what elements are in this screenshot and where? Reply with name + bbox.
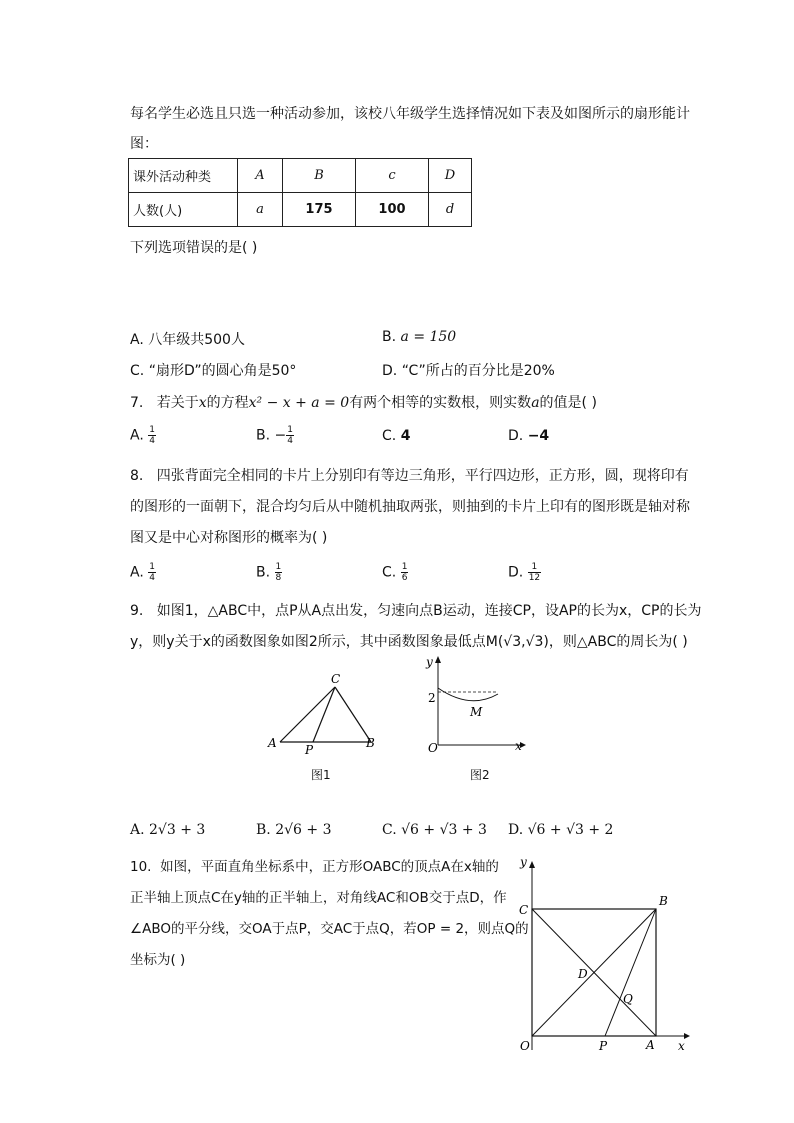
label-d: D: [578, 967, 588, 981]
function-curve: [438, 688, 498, 701]
label-b: B: [659, 894, 668, 908]
q7-option-c[interactable]: C. 4: [382, 428, 411, 444]
fig1-caption: 图1: [311, 768, 331, 782]
label-a: A: [268, 736, 277, 750]
q9-option-b[interactable]: B. 2√6 + 3: [256, 822, 332, 838]
table-cell: c: [356, 159, 429, 193]
label-o: O: [428, 741, 438, 755]
q6-option-a[interactable]: A. 八年级共500人: [130, 332, 245, 348]
label-o: O: [520, 1039, 530, 1053]
label-x: x: [515, 739, 522, 753]
segment-ac: [280, 687, 335, 742]
label-c: C: [519, 903, 529, 917]
table-cell: 100: [356, 193, 429, 227]
table-header-row: [129, 159, 472, 193]
label-y: y: [520, 855, 527, 869]
label-y: y: [426, 655, 433, 669]
intro-line-1: 每名学生必选且只选一种活动参加，该校八年级学生选择情况如下表及如图所示的扇形能计: [130, 106, 690, 122]
y-axis-arrow-icon: [529, 861, 535, 868]
bisector-bp: [605, 909, 656, 1036]
q7-option-a[interactable]: A. $\frac{1}{4}$: [130, 425, 155, 446]
q8-option-b[interactable]: B. $\frac{1}{8}$: [256, 562, 282, 583]
table-cell: 课外活动种类: [129, 159, 238, 193]
q8-option-a[interactable]: A. $\frac{1}{4}$: [130, 562, 155, 583]
x-axis-arrow-icon: [684, 1033, 690, 1039]
table-cell: a: [238, 193, 283, 227]
q9-option-c[interactable]: C. √6 + √3 + 3: [382, 822, 487, 838]
q8-line-1: 8. 四张背面完全相同的卡片上分别印有等边三角形，平行四边形，正方形，圆，现将印有: [130, 468, 689, 484]
label-p: P: [599, 1039, 608, 1053]
q8-option-d[interactable]: D. $\frac{1}{12}$: [508, 562, 541, 583]
q6-prompt: 下列选项错误的是( ): [130, 240, 258, 256]
label-m: M: [470, 705, 483, 719]
label-c: C: [331, 672, 341, 686]
q10-figure: [512, 850, 702, 1075]
q9-figure-1: [265, 668, 385, 778]
table-cell: 175: [283, 193, 356, 227]
q8-line-2: 的图形的一面朝下，混合均匀后从中随机抽取两张，则抽到的卡片上印有的图形既是轴对称: [130, 499, 690, 515]
q10-line-4: 坐标为( ): [130, 952, 186, 968]
q9-line-1: 9. 如图1，△ABC中，点P从A点出发，匀速向点B运动，连接CP，设AP的长为x，CP的长为: [130, 603, 702, 619]
label-two: 2: [428, 691, 436, 705]
q6-option-b[interactable]: B. a = 150: [382, 329, 457, 345]
label-p: P: [305, 743, 314, 757]
segment-bc: [335, 687, 371, 742]
q9-line-2: y，则y关于x的函数图象如图2所示，其中函数图象最低点M(√3,√3)，则△ABC的周长为( ): [130, 634, 688, 650]
q9-option-a[interactable]: A. 2√3 + 3: [130, 822, 206, 838]
segment-cp: [313, 687, 335, 742]
q6-option-c[interactable]: C. “扇形D”的圆心角是50°: [130, 363, 297, 379]
q9-option-d[interactable]: D. √6 + √3 + 2: [508, 822, 614, 838]
y-axis-arrow-icon: [435, 656, 441, 663]
table-cell: B: [283, 159, 356, 193]
table-cell: 人数(人): [129, 193, 238, 227]
activity-table: [128, 158, 472, 227]
q10-line-2: 正半轴上顶点C在y轴的正半轴上，对角线AC和OB交于点D，作: [130, 890, 507, 906]
q6-option-d[interactable]: D. “C”所占的百分比是20%: [382, 363, 555, 379]
table-row: [129, 193, 472, 227]
q10-line-1: 10. 如图，平面直角坐标系中，正方形OABC的顶点A在x轴的: [130, 859, 499, 875]
fig2-caption: 图2: [470, 768, 490, 782]
table-cell: A: [238, 159, 283, 193]
q7-option-b[interactable]: B. − $\frac{1}{4}$: [256, 425, 293, 446]
label-q: Q: [623, 992, 633, 1006]
table-cell: d: [429, 193, 472, 227]
label-b: B: [366, 736, 375, 750]
q7-option-d[interactable]: D. −4: [508, 428, 550, 444]
label-x: x: [678, 1039, 685, 1053]
q8-option-c[interactable]: C. $\frac{1}{6}$: [382, 562, 408, 583]
label-a: A: [646, 1038, 655, 1052]
q7-stem: 7. 若关于x的方程x² − x + a = 0有两个相等的实数根，则实数a的值是( ): [130, 395, 597, 411]
q9-figure-2: [420, 650, 530, 760]
table-cell: D: [429, 159, 472, 193]
q10-line-3: ∠ABO的平分线，交OA于点P，交AC于点Q，若OP = 2，则点Q的: [130, 921, 529, 937]
q8-line-3: 图又是中心对称图形的概率为( ): [130, 530, 328, 546]
intro-line-2: 图：: [130, 136, 158, 152]
